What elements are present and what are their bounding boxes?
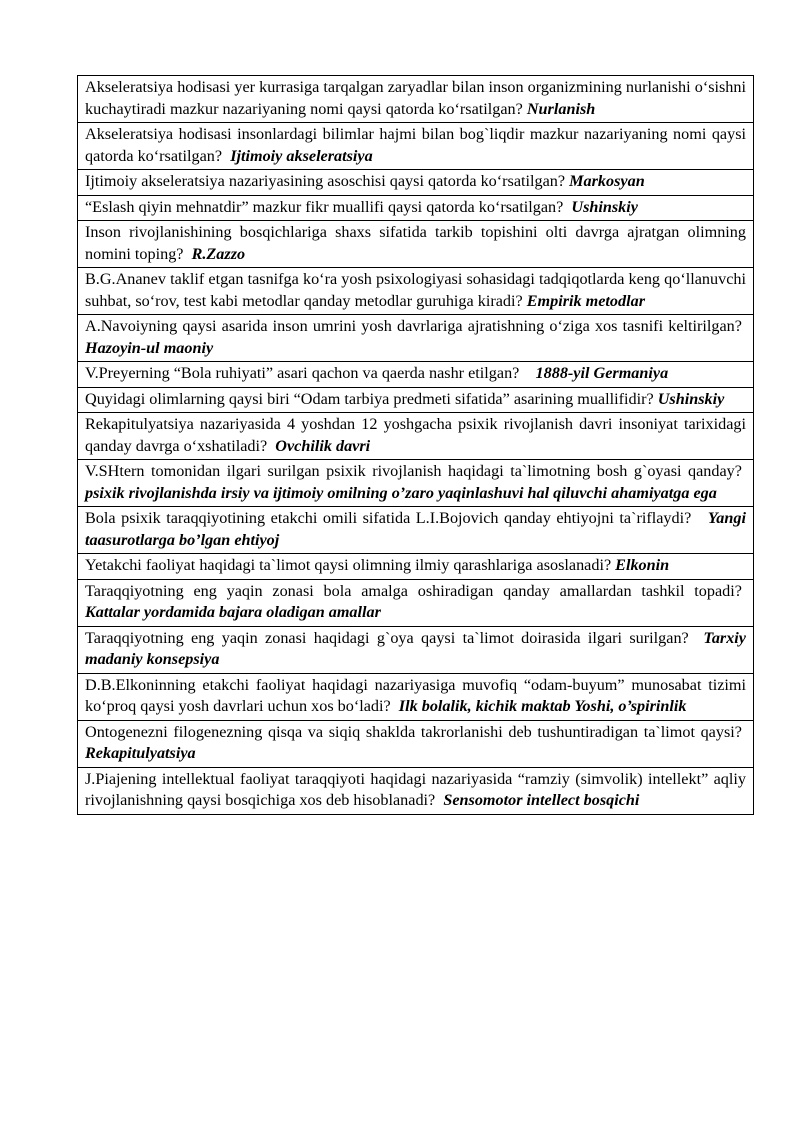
question-text: Taraqqiyotning eng yaqin zonasi bola amalga oshiradigan qanday amallardan tashkil topadi? xyxy=(85,581,742,600)
answer-text: Markosyan xyxy=(569,172,645,190)
answer-text: Hazoyin-ul maoniy xyxy=(85,338,214,357)
question-text: J.Piajening intellektual faoliyat taraqqiyoti haqidagi nazariyasida “ramziy (simvolik) intellekt” aqliy rivojlanishning qaysi bosqichiga xos deb hisoblanadi? xyxy=(85,769,746,809)
question-text: Inson rivojlanishining bosqichlariga shaxs sifatida tarkib topishini olti davrga ajratgan olimning nomini toping? xyxy=(85,223,746,263)
table-row xyxy=(78,579,754,626)
table-row xyxy=(78,413,754,460)
table-row xyxy=(78,268,754,315)
question-text: A.Navoiyning qaysi asarida inson umrini yosh davrlariga ajratishning o‘ziga xos tasnifi keltirilgan? xyxy=(85,317,742,335)
table-cell xyxy=(78,315,754,362)
table-cell xyxy=(78,579,754,626)
document-page xyxy=(77,75,754,815)
table-row xyxy=(78,221,754,268)
answer-text: Ovchilik davri xyxy=(275,436,371,455)
question-text: V.SHtern tomonidan ilgari surilgan psixik rivojlanish haqidagi ta`limotning bosh g`oyasi qanday? xyxy=(85,462,742,480)
table-cell xyxy=(78,507,754,554)
answer-text: Yangi taasurotlarga bo’lgan ehtiyoj xyxy=(85,509,746,549)
question-text: Akseleratsiya hodisasi yer kurrasiga tarqalgan zaryadlar bilan inson organizmining nurlanishi o‘sishni kuchaytiradi mazkur nazariyaning nomi qaysi qatorda ko‘rsatilgan? xyxy=(85,78,746,118)
question-text: Bola psixik taraqqiyotining etakchi omili sifatida L.I.Bojovich qanday ehtiyojni ta`riflaydi? xyxy=(85,509,692,527)
answer-text: Ushinskiy xyxy=(571,197,638,216)
table-row xyxy=(78,767,754,814)
answer-text: Tarxiy madaniy konsepsiya xyxy=(85,628,746,668)
table-row xyxy=(78,673,754,720)
table-cell xyxy=(78,460,754,507)
table-cell xyxy=(78,767,754,814)
answer-text: Empirik metodlar xyxy=(526,291,646,310)
table-cell xyxy=(78,626,754,673)
table-row xyxy=(78,76,754,123)
table-row xyxy=(78,387,754,413)
question-text: Taraqqiyotning eng yaqin zonasi haqidagi g`oya qaysi ta`limot doirasida ilgari surilgan? xyxy=(85,628,689,647)
table-row xyxy=(78,460,754,507)
answer-text: Ijtimoiy akseleratsiya xyxy=(230,146,373,165)
table-cell xyxy=(78,76,754,123)
table-row xyxy=(78,123,754,170)
question-text: Akseleratsiya hodisasi insonlardagi bilimlar hajmi bilan bog`liqdir mazkur nazariyaning nomi qaysi qatorda ko‘rsatilgan? xyxy=(85,125,746,165)
table-cell xyxy=(78,170,754,196)
table-cell xyxy=(78,720,754,767)
answer-text: Nurlanish xyxy=(526,99,596,118)
table-row xyxy=(78,195,754,221)
table-row xyxy=(78,626,754,673)
answer-text: Ushinskiy xyxy=(657,389,725,408)
table-row xyxy=(78,170,754,196)
question-text: Rekapitulyatsiya nazariyasida 4 yoshdan 12 yoshgacha psixik rivojlanish davri insoniyat tarixidagi qanday davrga o‘xshatiladi? xyxy=(85,415,746,455)
table-cell xyxy=(78,554,754,580)
question-text: Ijtimoiy akseleratsiya nazariyasining asoschisi qaysi qatorda ko‘rsatilgan? xyxy=(85,172,566,190)
question-text: “Eslash qiyin mehnatdir” mazkur fikr muallifi qaysi qatorda ko‘rsatilgan? xyxy=(85,197,564,216)
question-text: D.B.Elkoninning etakchi faoliyat haqidagi nazariyasiga muvofiq “odam-buyum” munosabat tizimi ko‘proq qaysi yosh davrlari uchun xos bo‘ladi? xyxy=(85,675,746,715)
table-cell xyxy=(78,362,754,388)
question-text: Quyidagi olimlarning qaysi biri “Odam tarbiya predmeti sifatida” asarining muallifidir? xyxy=(85,389,654,408)
table-row xyxy=(78,720,754,767)
table-row xyxy=(78,507,754,554)
question-text: Ontogenezni filogenezning qisqa va siqiq shaklda takrorlanishi deb tushuntiradigan ta`limot qaysi? xyxy=(85,722,742,741)
answer-text: Ilk bolalik, kichik maktab Yoshi, o’spirinlik xyxy=(398,697,687,715)
question-text: Yetakchi faoliyat haqidagi ta`limot qaysi olimning ilmiy qarashlariga asoslanadi? xyxy=(85,556,612,574)
answer-text: psixik rivojlanishda irsiy va ijtimoiy omilning o’zaro yaqinlashuvi hal qiluvchi ahamiyatga ega xyxy=(85,483,717,502)
table-cell xyxy=(78,123,754,170)
answer-text: R.Zazzo xyxy=(191,244,246,263)
table-cell xyxy=(78,673,754,720)
question-text: V.Preyerning “Bola ruhiyati” asari qachon va qaerda nashr etilgan? xyxy=(85,364,520,382)
answer-text: Kattalar yordamida bajara oladigan amallar xyxy=(85,603,381,621)
table-cell xyxy=(78,268,754,315)
answer-text: Rekapitulyatsiya xyxy=(85,744,196,762)
answer-text: 1888-yil Germaniya xyxy=(535,364,669,382)
table-cell xyxy=(78,195,754,221)
table-cell xyxy=(78,221,754,268)
qa-table xyxy=(77,75,754,815)
question-text: B.G.Ananev taklif etgan tasnifga ko‘ra yosh psixologiyasi sohasidagi tadqiqotlarda keng qo‘llanuvchi suhbat, so‘rov, test kabi metodlar qanday metodlar guruhiga kiradi? xyxy=(85,270,746,310)
table-cell xyxy=(78,413,754,460)
table-cell xyxy=(78,387,754,413)
table-row xyxy=(78,315,754,362)
answer-text: Elkonin xyxy=(615,556,670,574)
table-row xyxy=(78,554,754,580)
answer-text: Sensomotor intellect bosqichi xyxy=(443,791,640,809)
table-row xyxy=(78,362,754,388)
